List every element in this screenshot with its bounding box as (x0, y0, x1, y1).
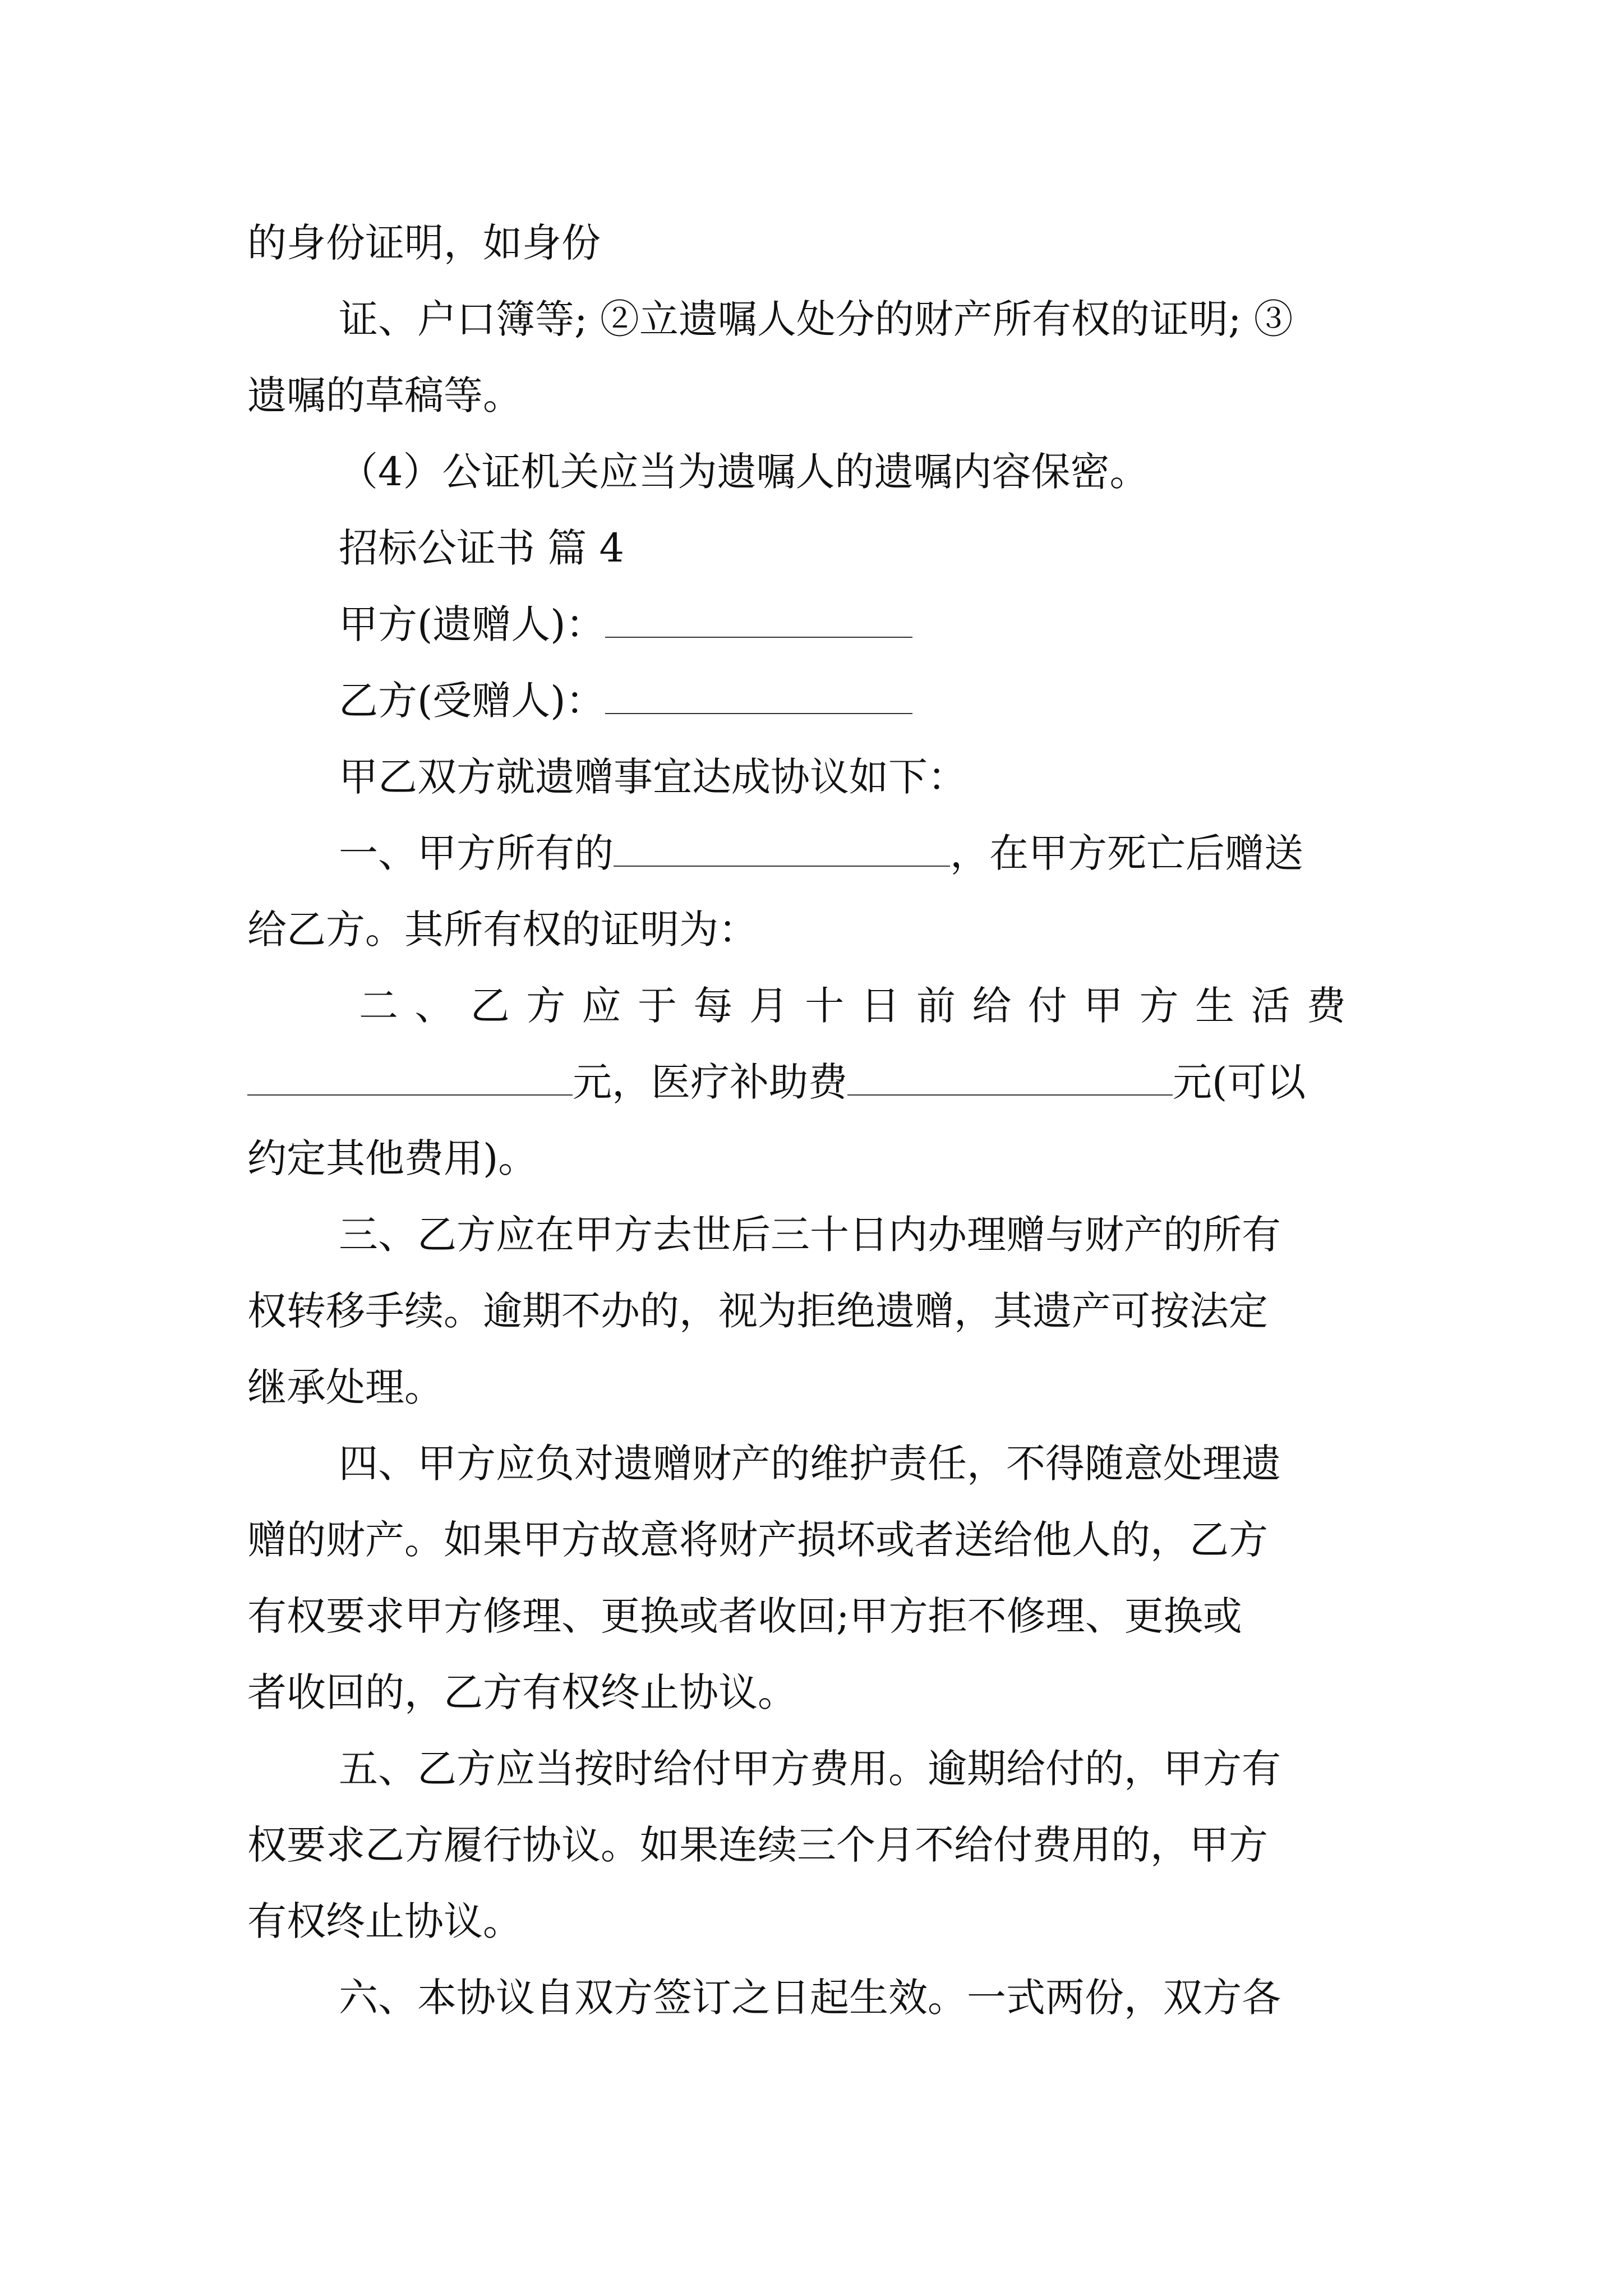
party-b-line (339, 675, 912, 726)
clause-1-text-cont: ，在甲方死亡后赠送 (950, 830, 1303, 876)
clause-1-line (339, 828, 1303, 878)
text-line: 六、本协议自双方签订之日起生效。一式两份，双方各 (339, 1975, 1281, 2021)
party-b-label: 乙方(受赠人)： (339, 678, 605, 724)
text-line: 权要求乙方履行协议。如果连续三个月不给付费用的，甲方 (247, 1822, 1268, 1868)
text-line: 遗嘱的草稿等。 (247, 372, 522, 418)
medical-subsidy-blank (847, 1060, 1173, 1096)
text-line: 三、乙方应在甲方去世后三十日内办理赠与财产的所有 (339, 1212, 1281, 1258)
text-line: 者收回的，乙方有权终止协议。 (247, 1669, 797, 1715)
party-a-blank (605, 602, 912, 638)
text-line: 有权要求甲方修理、更换或者收回;甲方拒不修理、更换或 (247, 1593, 1242, 1639)
text-line: 约定其他费用)。 (247, 1135, 538, 1181)
text-line: （4）公证机关应当为遗嘱人的遗嘱内容保密。 (339, 449, 1149, 495)
party-b-blank (605, 678, 912, 714)
clause-1-text: 一、甲方所有的 (339, 830, 614, 876)
text-line: 赠的财产。如果甲方故意将财产损坏或者送给他人的，乙方 (247, 1517, 1268, 1563)
clause-2-text-cont: 元(可以 (1173, 1059, 1306, 1105)
clause-2-line-cont (247, 1057, 1306, 1107)
clause-2-text: 元，医疗补助费 (573, 1059, 847, 1105)
text-line: 五、乙方应当按时给付甲方费用。逾期给付的，甲方有 (339, 1746, 1281, 1792)
party-a-line (339, 599, 912, 650)
text-line: 有权终止协议。 (247, 1898, 522, 1944)
section-heading: 招标公证书 篇 4 (339, 525, 625, 571)
text-line: 权转移手续。逾期不办的，视为拒绝遗赠，其遗产可按法定 (247, 1288, 1268, 1334)
text-line: 继承处理。 (247, 1364, 444, 1410)
text-line: 证、户口簿等; ②立遗嘱人处分的财产所有权的证明; ③ (339, 296, 1293, 342)
text-line: 的身份证明，如身份 (247, 220, 601, 266)
text-line: 四、甲方应负对遗赠财产的维护责任，不得随意处理遗 (339, 1441, 1281, 1487)
living-expense-blank (247, 1060, 573, 1096)
property-blank (614, 831, 950, 867)
text-line: 甲乙双方就遗赠事宜达成协议如下： (339, 754, 967, 800)
clause-2-line: 二、乙方应于每月十日前给付甲方生活费 (359, 983, 1363, 1029)
party-a-label: 甲方(遗赠人)： (339, 601, 605, 647)
text-line: 给乙方。其所有权的证明为： (247, 907, 758, 953)
